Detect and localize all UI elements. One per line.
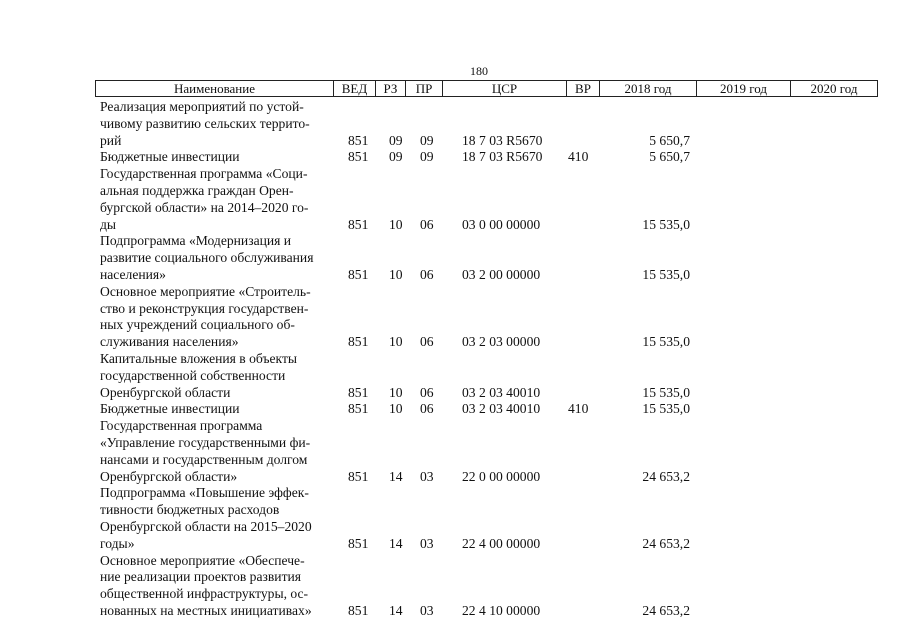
row-name [100,149,340,166]
cell-rz: 09 [389,149,403,165]
row-name [100,99,340,149]
cell-pr: 06 [420,384,434,400]
header-csr: ЦСР [443,81,567,96]
cell-rz: 14 [389,535,403,551]
row-name-line: бургской области» на 2014–2020 го- [100,199,309,215]
cell-rz: 14 [389,468,403,484]
cell-csr: 03 2 03 00000 [462,334,541,350]
row-name [100,233,340,283]
row-name-line: ние реализации проектов развития [100,569,302,585]
table-row [0,149,905,166]
row-name-line: Оренбургской области [100,384,231,400]
row-name-line: населения» [100,266,166,282]
cell-pr: 09 [420,132,434,148]
cell-rz: 10 [389,216,403,232]
row-name-line: нованных на местных инициативах» [100,602,312,618]
cell-ved: 851 [348,216,369,232]
row-name-line: «Управление государственными фи- [100,434,311,450]
table-row [0,233,905,283]
cell-rz: 10 [389,401,403,417]
cell-pr: 06 [420,334,434,350]
header-pr: ПР [406,81,443,96]
row-name-line: Государственная программа «Соци- [100,166,308,182]
cell-ved: 851 [348,334,369,350]
cell-ved: 851 [348,535,369,551]
cell-rz: 10 [389,266,403,282]
cell-ved: 851 [348,602,369,618]
cell-vr: 410 [568,401,589,417]
row-name [100,284,340,351]
table-header [95,80,878,97]
row-name [100,351,340,401]
row-name-line: Основное мероприятие «Обеспече- [100,552,305,568]
table-row [0,284,905,351]
cell-pr: 09 [420,149,434,165]
cell-csr: 18 7 03 R5670 [462,149,543,165]
cell-csr: 22 0 00 00000 [462,468,541,484]
cell-2018: 24 653,2 [642,468,690,484]
row-name-line: Подпрограмма «Модернизация и [100,233,292,249]
row-name [100,418,340,485]
cell-pr: 03 [420,468,434,484]
cell-csr: 03 2 03 40010 [462,384,541,400]
cell-csr: 03 2 00 00000 [462,266,541,282]
cell-csr: 22 4 10 00000 [462,602,541,618]
row-name [100,485,340,552]
row-name-line: развитие социального обслуживания [100,250,314,266]
row-name-line: Бюджетные инвестиции [100,149,240,165]
cell-csr: 03 2 03 40010 [462,401,541,417]
table-row [0,401,905,418]
cell-csr: 03 0 00 00000 [462,216,541,232]
cell-csr: 18 7 03 R5670 [462,132,543,148]
cell-vr: 410 [568,149,589,165]
row-name-line: годы» [100,535,135,551]
cell-pr: 06 [420,216,434,232]
table-row [0,166,905,233]
cell-pr: 03 [420,602,434,618]
row-name-line: нансами и государственным долгом [100,451,308,467]
row-name-line: ных учреждений социального об- [100,317,295,333]
header-2019: 2019 год [697,81,791,96]
table-row [0,418,905,485]
cell-rz: 14 [389,602,403,618]
cell-2018: 15 535,0 [642,216,690,232]
row-name-line: Реализация мероприятий по устой- [100,99,304,114]
table-row [0,485,905,552]
header-ved: ВЕД [334,81,376,96]
table-row [0,351,905,401]
cell-pr: 06 [420,266,434,282]
cell-2018: 5 650,7 [649,132,690,148]
row-name-line: общественной инфраструктуры, ос- [100,586,309,602]
cell-ved: 851 [348,401,369,417]
header-2018: 2018 год [600,81,697,96]
cell-ved: 851 [348,132,369,148]
row-name-line: Оренбургской области» [100,468,238,484]
cell-rz: 10 [389,334,403,350]
row-name-line: государственной собственности [100,367,286,383]
table-body [0,99,905,620]
cell-rz: 09 [389,132,403,148]
row-name-line: Государственная программа [100,418,263,434]
row-name-line: чивому развитию сельских террито- [100,115,310,131]
cell-2018: 15 535,0 [642,266,690,282]
cell-ved: 851 [348,468,369,484]
row-name-line: Основное мероприятие «Строитель- [100,283,311,299]
row-name [100,553,340,620]
row-name-line: Капитальные вложения в объекты [100,350,298,366]
row-name-line: ство и реконструкция государствен- [100,300,309,316]
page-number: 180 [470,64,488,78]
row-name-line: ды [100,216,117,232]
row-name [100,166,340,233]
cell-2018: 15 535,0 [642,334,690,350]
cell-pr: 06 [420,401,434,417]
cell-2018: 15 535,0 [642,384,690,400]
header-name: Наименование [96,81,334,96]
row-name-line: тивности бюджетных расходов [100,502,280,518]
header-rz: РЗ [376,81,406,96]
row-name-line: служивания населения» [100,334,239,350]
table-row [0,553,905,620]
cell-pr: 03 [420,535,434,551]
table-row [0,99,905,149]
cell-2018: 5 650,7 [649,149,690,165]
cell-2018: 24 653,2 [642,602,690,618]
header-vr: ВР [567,81,600,96]
cell-rz: 10 [389,384,403,400]
cell-csr: 22 4 00 00000 [462,535,541,551]
cell-ved: 851 [348,266,369,282]
row-name-line: рий [100,132,122,148]
cell-ved: 851 [348,149,369,165]
row-name-line: Бюджетные инвестиции [100,401,240,417]
row-name-line: альная поддержка граждан Орен- [100,182,294,198]
row-name [100,401,340,418]
cell-2018: 24 653,2 [642,535,690,551]
header-2020: 2020 год [810,81,858,96]
cell-ved: 851 [348,384,369,400]
row-name-line: Оренбургской области на 2015–2020 [100,518,312,534]
cell-2018: 15 535,0 [642,401,690,417]
row-name-line: Подпрограмма «Повышение эффек- [100,485,309,501]
